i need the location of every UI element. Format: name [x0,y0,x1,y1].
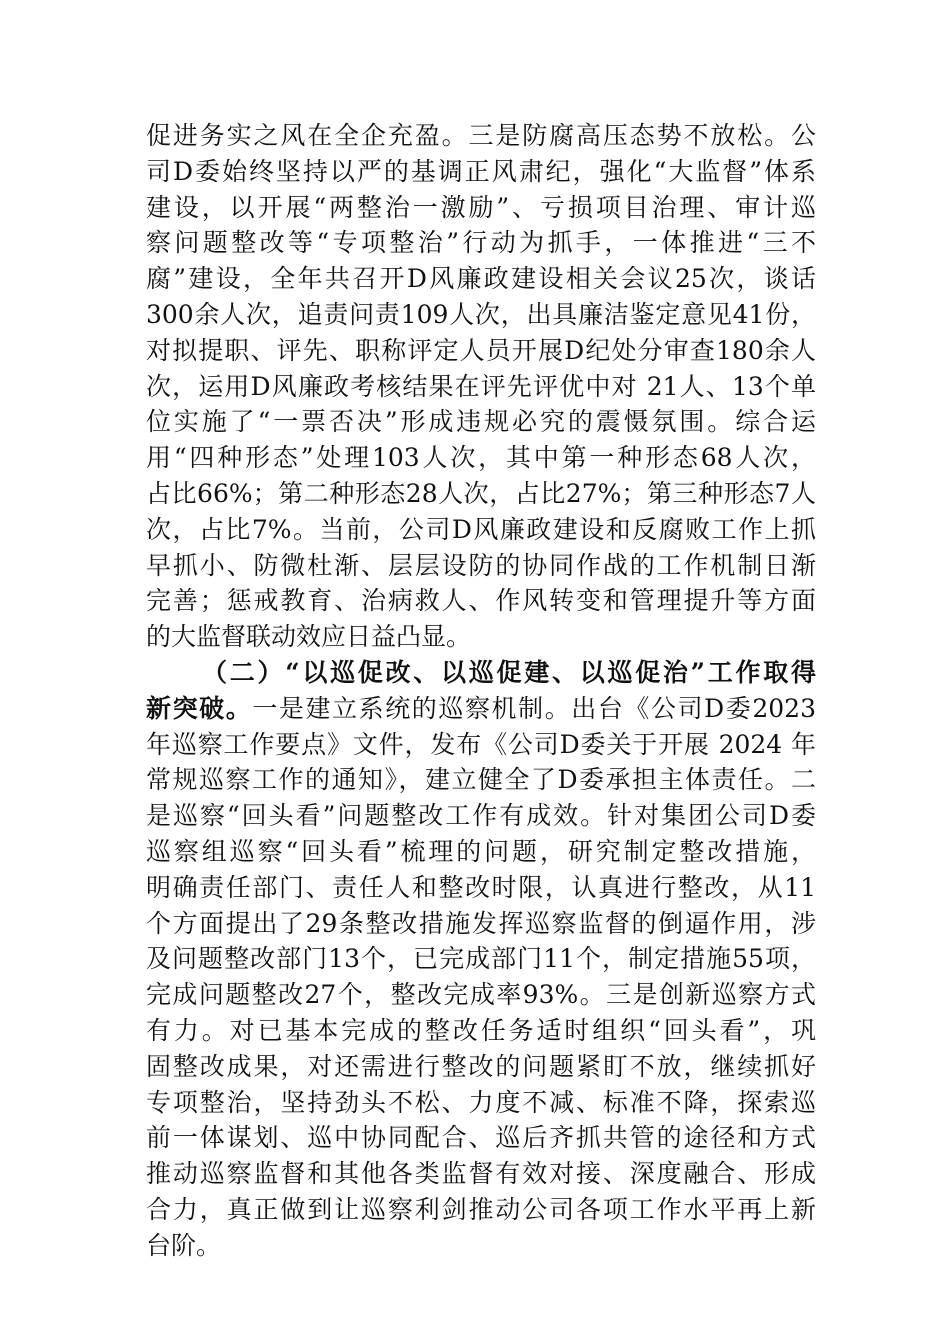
text-line: 对拟提职、评先、职称评定人员开展D纪处分审查180余人 [146,335,816,365]
paragraph-anti-corruption [146,118,816,655]
text-line: 前一体谋划、巡中协同配合、巡后齐抓共管的途径和方式 [146,1123,816,1153]
text-line: 察问题整改等“专项整治”行动为抓手，一体推进“三不 [146,228,816,258]
text-line: 专项整治，坚持劲头不松、力度不减、标准不降，探索巡 [146,1087,816,1117]
text-line: 完成问题整改27个，整改完成率93%。三是创新巡察方式 [146,980,816,1010]
text-line: 明确责任部门、责任人和整改时限，认真进行整改，从11 [146,872,816,902]
section-heading: （二）“以巡促改、以巡促建、以巡促治”工作取得 [202,658,816,687]
text-line: 推动巡察监督和其他各类监督有效对接、深度融合、形成 [146,1159,816,1189]
text-line: 促进务实之风在全企充盈。三是防腐高压态势不放松。公 [146,121,816,150]
text-line: 早抓小、防微杜渐、层层设防的协同作战的工作机制日渐 [146,550,816,580]
text-line: 台阶。 [146,1230,222,1260]
text-line: 腐”建设，全年共召开D风廉政建设相关会议25次，谈话 [146,264,816,294]
text-line: 合力，真正做到让巡察利剑推动公司各项工作水平再上新 [146,1194,816,1224]
text-line: 的大监督联动效应日益凸显。 [146,622,472,652]
section-heading-end: 新突破。 [146,693,253,723]
paragraph-inspection [146,655,816,1264]
text-line: 300余人次，追责问责109人次，出具廉洁鉴定意见41份， [146,299,816,329]
text-line: 次，运用D风廉政考核结果在评先评优中对 21人、13个单 [146,371,816,401]
text-line: 有力。对已基本完成的整改任务适时组织“回头看”，巩 [146,1015,816,1045]
text-line [146,691,816,727]
text-line: 位实施了“一票否决”形成违规必究的震慑氛围。综合运 [146,407,816,437]
text-line: 完善；惩戒教育、治病救人、作风转变和管理提升等方面 [146,586,816,616]
text-line: 固整改成果，对还需进行整改的问题紧盯不放，继续抓好 [146,1051,816,1081]
text-line: 常规巡察工作的通知》，建立健全了D委承担主体责任。二 [146,765,816,795]
text-line: 及问题整改部门13个，已完成部门11个，制定措施55项， [146,944,816,974]
text-segment: 一是建立系统的巡察机制。出台《公司D委2023 [252,693,816,723]
text-line: 个方面提出了29条整改措施发挥巡察监督的倒逼作用，涉 [146,908,816,938]
text-line: 是巡察“回头看”问题整改工作有成效。针对集团公司D委 [146,801,816,831]
text-line: 建设，以开展“两整治一激励”、亏损项目治理、审计巡 [146,192,816,222]
text-line: 用“四种形态”处理103人次，其中第一种形态68人次， [146,443,816,473]
text-line: 次，占比7%。当前，公司D风廉政建设和反腐败工作上抓 [146,514,816,544]
text-line: 司D委始终坚持以严的基调正风肃纪，强化“大监督”体系 [146,156,816,186]
text-line: 占比66%；第二种形态28人次，占比27%；第三种形态7人 [146,478,816,508]
text-line: 年巡察工作要点》文件，发布《公司D委关于开展 2024 年 [146,729,816,759]
text-line: 巡察组巡察“回头看”梳理的问题，研究制定整改措施， [146,836,816,866]
